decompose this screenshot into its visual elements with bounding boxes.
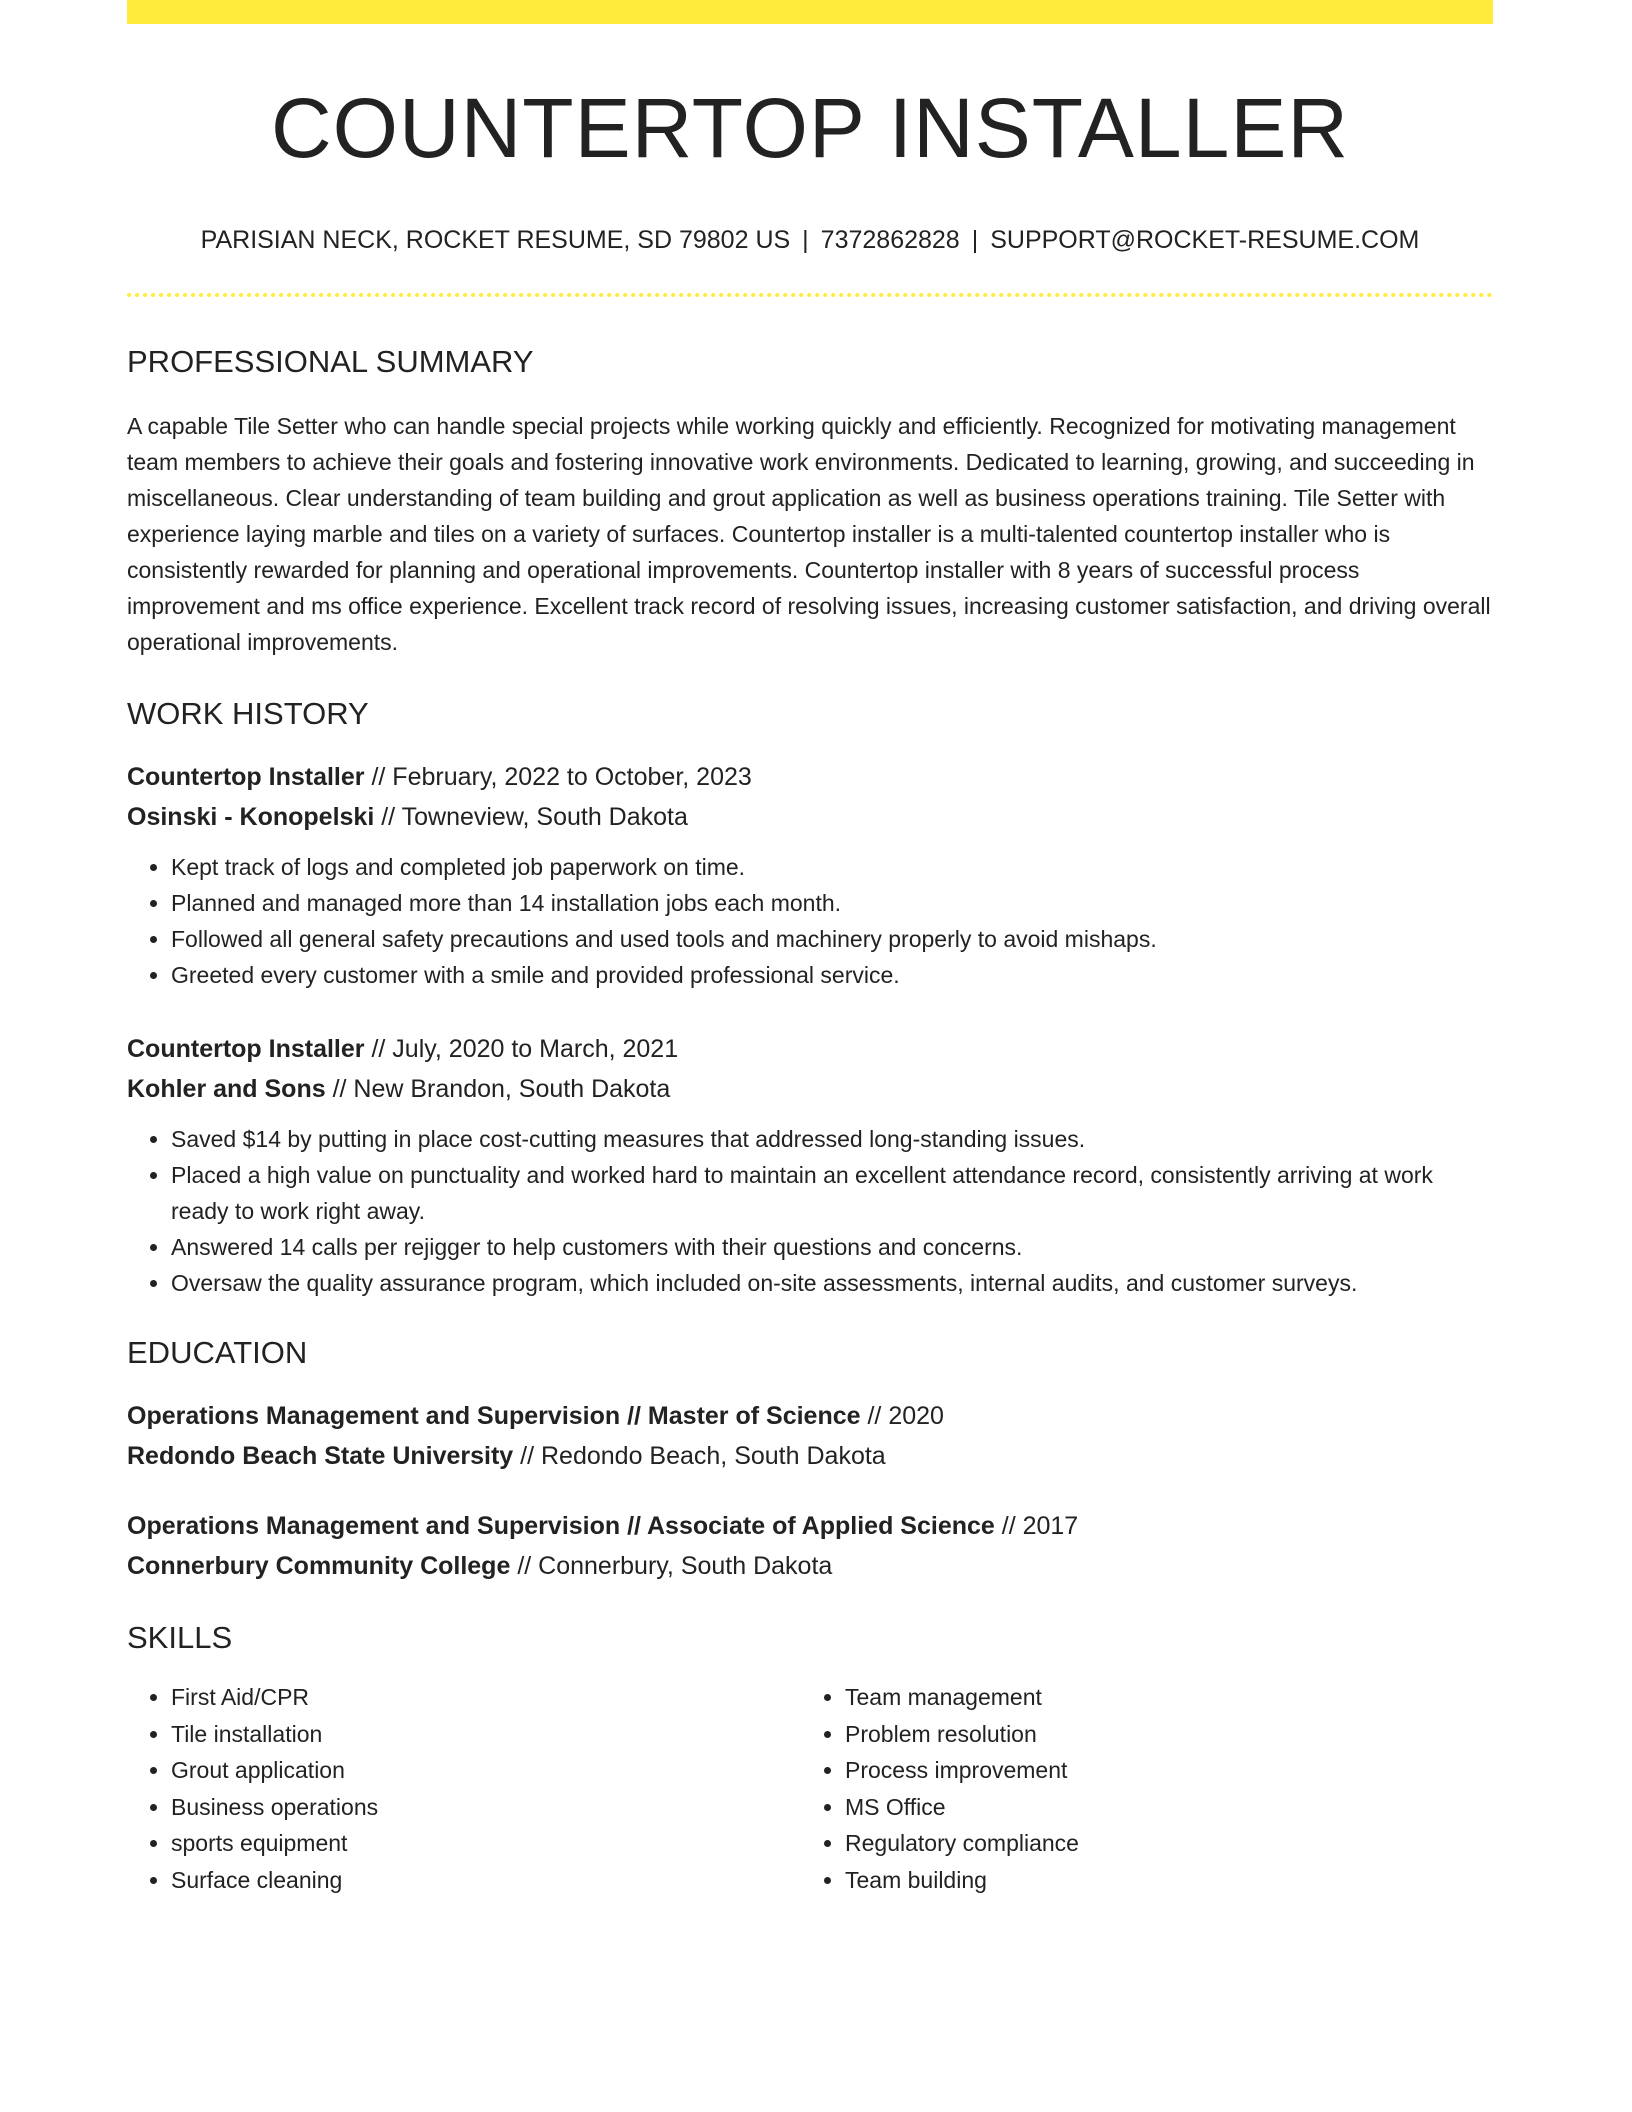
job-dates: // July, 2020 to March, 2021 (364, 1035, 679, 1063)
degree-line (127, 1506, 1493, 1546)
skills-heading: SKILLS (127, 1620, 233, 1655)
job-company-line (127, 1069, 1493, 1109)
job-role: Countertop Installer (127, 1035, 365, 1063)
dotted-divider (127, 293, 1493, 297)
school-name: Redondo Beach State University (127, 1442, 514, 1470)
job-location: // Towneview, South Dakota (374, 803, 688, 831)
skill-item: • Tile installation (171, 1716, 801, 1753)
list-item: • Placed a high value on punctuality and worked hard to maintain an excellent attendance record, consistently arriving at work ready to work right away. (171, 1157, 1493, 1229)
degree-year: // 2020 (860, 1402, 944, 1430)
address-text: PARISIAN NECK, ROCKET RESUME, SD 79802 US (200, 226, 791, 254)
skill-item: • Team building (845, 1862, 1485, 1899)
school-line (127, 1546, 1493, 1586)
skill-item: • Regulatory compliance (845, 1825, 1485, 1862)
resume-page (127, 0, 1493, 1898)
job-company: Kohler and Sons (127, 1075, 326, 1103)
contact-line (127, 228, 1493, 253)
job-entry (127, 757, 1493, 993)
degree-name: Operations Management and Supervision // Associate of Applied Science (127, 1512, 995, 1540)
contact-separator: | (971, 226, 979, 254)
job-bullet-list (127, 1121, 1493, 1301)
list-item: • Kept track of logs and completed job paperwork on time. (171, 849, 1493, 885)
candidate-name: COUNTERTOP INSTALLER (270, 81, 1350, 175)
school-location: // Connerbury, South Dakota (510, 1552, 833, 1580)
skill-item: • MS Office (845, 1789, 1485, 1826)
job-role: Countertop Installer (127, 763, 365, 791)
skill-item: • First Aid/CPR (171, 1679, 801, 1716)
job-location: // New Brandon, South Dakota (325, 1075, 671, 1103)
degree-name: Operations Management and Supervision // Master of Science (127, 1402, 861, 1430)
skill-item: • sports equipment (171, 1825, 801, 1862)
summary-heading: PROFESSIONAL SUMMARY (127, 344, 534, 379)
degree-line (127, 1396, 1493, 1436)
skill-item: • Team management (845, 1679, 1485, 1716)
list-item: • Greeted every customer with a smile and provided professional service. (171, 957, 1493, 993)
job-title-line (127, 1029, 1493, 1069)
education-heading: EDUCATION (127, 1335, 308, 1370)
list-item: • Answered 14 calls per rejigger to help customers with their questions and concerns. (171, 1229, 1493, 1265)
job-company-line (127, 797, 1493, 837)
summary-paragraph: A capable Tile Setter who can handle special projects while working quickly and efficiently. Recognized for motivating management team members to achieve their goals and fostering innovative work environments. Dedicated to learning, growing, and succeeding in miscellaneous. Clear understanding of team building and grout application as well as business operations training. Tile Setter with experience laying marble and tiles on a variety of surfaces. Countertop installer is a multi-talented countertop installer who is consistently rewarded for planning and operational improvements. Countertop installer with 8 years of successful process improvement and ms office experience. Excellent track record of resolving issues, increasing customer satisfaction, and driving overall operational improvements. (127, 413, 1491, 655)
job-entry (127, 1029, 1493, 1301)
degree-year: // 2017 (994, 1512, 1079, 1540)
job-title-line (127, 757, 1493, 797)
list-item: • Planned and managed more than 14 installation jobs each month. (171, 885, 1493, 921)
skills-list-right (801, 1679, 1485, 1898)
accent-top-bar (127, 0, 1493, 24)
education-entry (127, 1396, 1493, 1476)
school-line (127, 1436, 1493, 1476)
skill-item: • Surface cleaning (171, 1862, 801, 1899)
contact-separator: | (802, 226, 809, 254)
skills-list-left (127, 1679, 801, 1898)
job-dates: // February, 2022 to October, 2023 (364, 763, 752, 791)
job-company: Osinski - Konopelski (127, 803, 375, 831)
school-location: // Redondo Beach, South Dakota (513, 1442, 886, 1470)
school-name: Connerbury Community College (127, 1552, 511, 1580)
phone-text: 7372862828 (820, 226, 960, 254)
skill-item: • Business operations (171, 1789, 801, 1826)
education-entry (127, 1506, 1493, 1586)
email-link[interactable]: SUPPORT@ROCKET-RESUME.COM (990, 226, 1420, 254)
list-item: • Followed all general safety precautions and used tools and machinery properly to avoid mishaps. (171, 921, 1493, 957)
skill-item: • Grout application (171, 1752, 801, 1789)
list-item: • Oversaw the quality assurance program, which included on-site assessments, internal audits, and customer surveys. (171, 1265, 1493, 1301)
skill-item: • Problem resolution (845, 1716, 1485, 1753)
list-item: • Saved $14 by putting in place cost-cutting measures that addressed long-standing issues. (171, 1121, 1493, 1157)
skill-item: • Process improvement (845, 1752, 1485, 1789)
job-bullet-list (127, 849, 1493, 993)
work-history-heading: WORK HISTORY (127, 696, 369, 731)
skills-columns (127, 1679, 1493, 1898)
